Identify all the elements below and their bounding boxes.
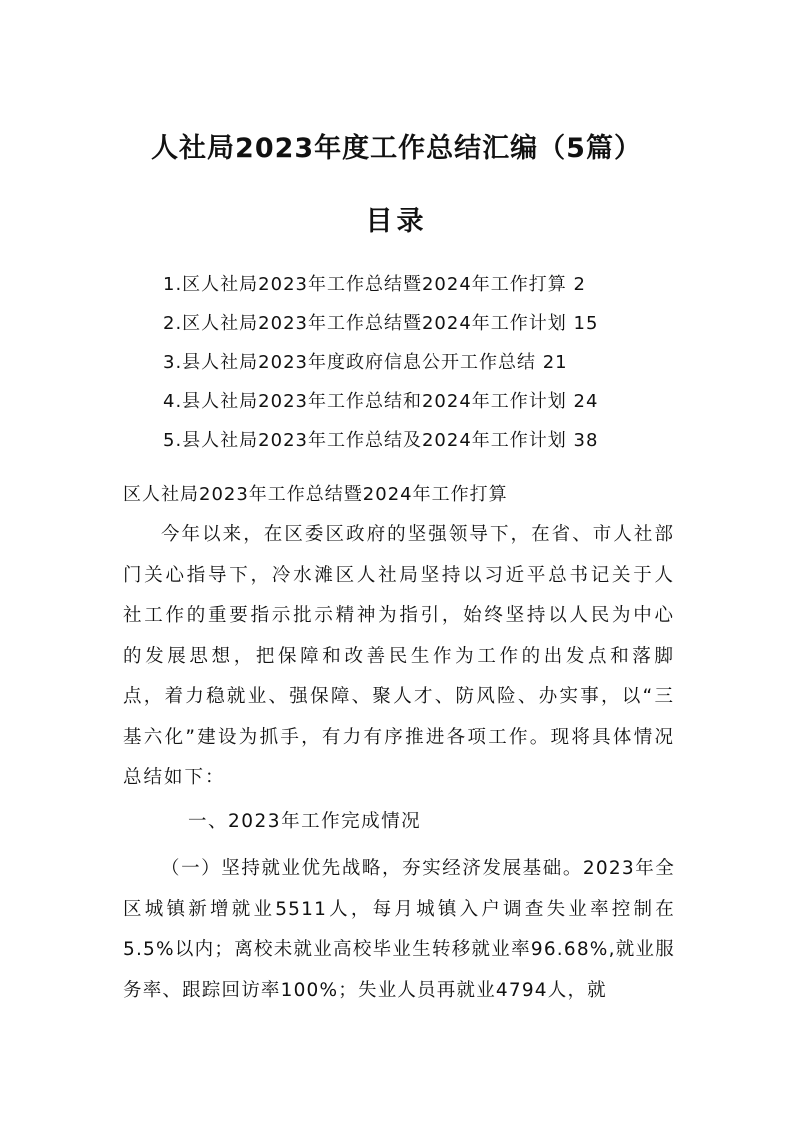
toc-item[interactable]: 1.区人社局2023年工作总结暨2024年工作打算 2 — [163, 274, 586, 295]
body-paragraph: （一）坚持就业优先战略，夯实经济发展基础。2023年全区城镇新增就业5511人，每月城镇入户调查失业率控制在5.5%以内；离校未就业高校毕业生转移就业率96.68%,就业服务率、跟踪回访率100%；失业人员再就业4794人，就 — [123, 858, 675, 1001]
toc-item[interactable]: 4.县人社局2023年工作总结和2024年工作计划 24 — [163, 391, 599, 412]
toc-item[interactable]: 5.县人社局2023年工作总结及2024年工作计划 38 — [163, 430, 599, 451]
body-paragraph: 今年以来，在区委区政府的坚强领导下，在省、市人社部门关心指导下，冷水滩区人社局坚持以习近平总书记关于人社工作的重要指示批示精神为指引，始终坚持以人民为中心的发展思想，把保障和改善民生作为工作的出发点和落脚点，着力稳就业、强保障、聚人才、防风险、办实事，以“三基六化”建设为抓手，有力有序推进各项工作。现将具体情况总结如下： — [123, 524, 675, 788]
table-of-contents — [163, 270, 598, 465]
section-title: 区人社局2023年工作总结暨2024年工作打算 — [123, 484, 508, 505]
toc-heading: 目录 — [365, 206, 428, 237]
document-title: 人社局2023年度工作总结汇编（5篇） — [151, 133, 642, 164]
toc-item[interactable]: 2.区人社局2023年工作总结暨2024年工作计划 15 — [163, 313, 599, 334]
toc-item[interactable]: 3.县人社局2023年度政府信息公开工作总结 21 — [163, 352, 568, 373]
subsection-heading: 一、2023年工作完成情况 — [188, 811, 422, 832]
